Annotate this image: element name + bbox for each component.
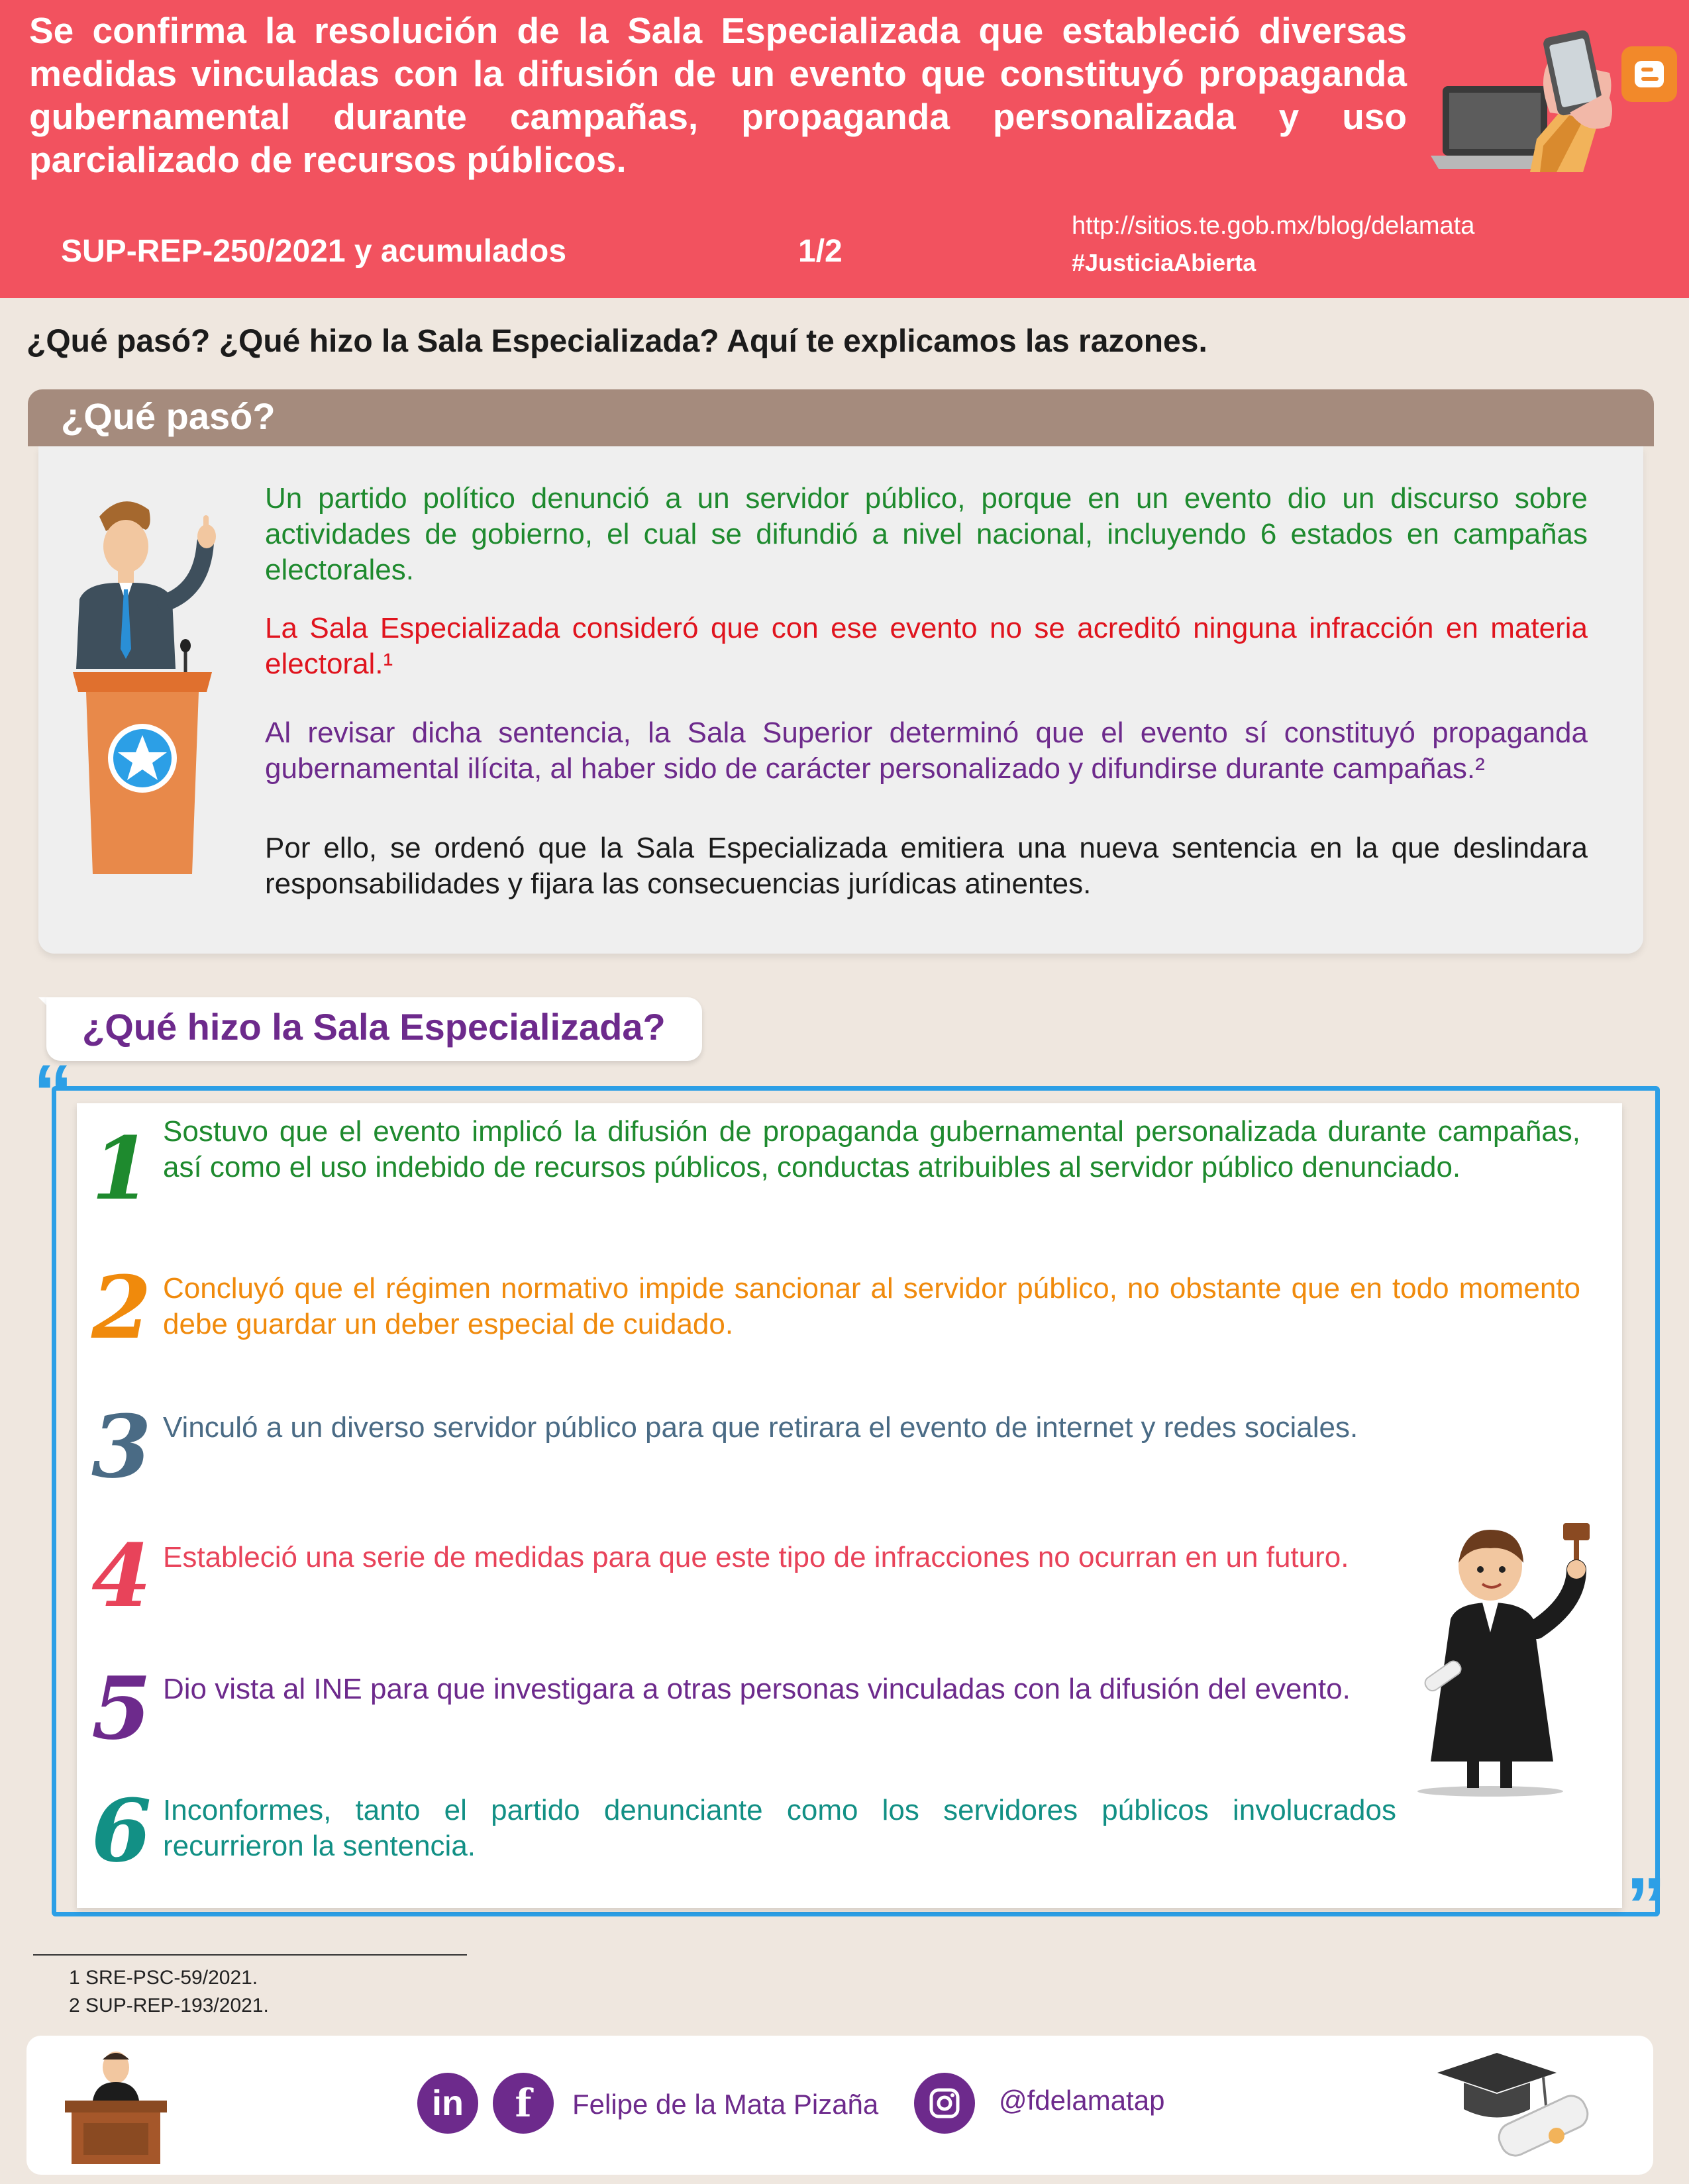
intro-line: ¿Qué pasó? ¿Qué hizo la Sala Especializada? Aquí te explicamos las razones. xyxy=(26,324,1207,359)
open-quote-icon: “ xyxy=(33,1048,73,1137)
item-text-1: Sostuvo que el evento implicó la difusión de propaganda gubernamental personalizada durante campañas, así como el uso indebido de recursos públicos, conductas atribuibles al servidor público denunciado. xyxy=(163,1115,1580,1183)
section-title-que-hizo: ¿Qué hizo la Sala Especializada? xyxy=(82,1006,666,1048)
paragraph-nueva-sentencia: Por ello, se ordenó que la Sala Especializada emitiera una nueva sentencia en la que deslindara responsabilidades y fijara las consecuencias jurídicas atinentes. xyxy=(265,832,1588,900)
footnote-1: 1 SRE-PSC-59/2021. xyxy=(69,1967,258,1989)
paragraph-denuncia: Un partido político denunció a un servidor público, porque en un evento dio un discurso sobre actividades de gobierno, el cual se difundió a nivel nacional, incluyendo 6 estados en campañas electorales. xyxy=(265,482,1588,586)
footnote-divider xyxy=(33,1954,467,1956)
judge-gavel-icon xyxy=(1411,1510,1623,1801)
paragraph-sala-especializada: La Sala Especializada consideró que con ese evento no se acreditó ninguna infracción en materia electoral.¹ xyxy=(265,612,1588,680)
item-text-6: Inconformes, tanto el partido denunciante como los servidores públicos involucrados recurrieron la sentencia. xyxy=(163,1794,1396,1862)
judge-desk-icon xyxy=(60,2041,172,2167)
section-title-que-paso: ¿Qué pasó? xyxy=(61,395,276,437)
case-number: SUP-REP-250/2021 y acumulados xyxy=(61,234,567,269)
item-number-1: 1 xyxy=(91,1118,152,1219)
page-number: 1/2 xyxy=(798,234,843,269)
smartphone-hand-icon xyxy=(1523,20,1623,139)
graduation-cap-icon xyxy=(1431,2046,1603,2165)
facebook-icon[interactable]: f xyxy=(493,2073,554,2134)
items-box xyxy=(77,1103,1622,1908)
item-number-6: 6 xyxy=(91,1780,152,1881)
instagram-icon[interactable] xyxy=(914,2073,975,2134)
close-quote-icon: ” xyxy=(1626,1861,1666,1950)
blog-link[interactable]: http://sitios.te.gob.mx/blog/delamata xyxy=(1072,212,1475,240)
item-number-3: 3 xyxy=(91,1396,152,1497)
blogger-icon[interactable] xyxy=(1621,46,1677,102)
item-text-4: Estableció una serie de medidas para que este tipo de infracciones no ocurran en un futuro. xyxy=(163,1541,1349,1573)
footnote-2: 2 SUP-REP-193/2021. xyxy=(69,1995,269,2016)
item-text-5: Dio vista al INE para que investigara a otras personas vinculadas con la difusión del evento. xyxy=(163,1673,1351,1705)
instagram-handle[interactable]: @fdelamatap xyxy=(999,2085,1165,2116)
item-text-3: Vinculó a un diverso servidor público para que retirara el evento de internet y redes sociales. xyxy=(163,1411,1358,1444)
author-name[interactable]: Felipe de la Mata Pizaña xyxy=(572,2089,879,2120)
page-title: Se confirma la resolución de la Sala Especializada que estableció diversas medidas vinculadas con la difusión de un evento que constituyó propaganda gubernamental durante campañas, propaganda personalizada y uso parcializado de recursos públicos. xyxy=(29,10,1407,180)
hashtag: #JusticiaAbierta xyxy=(1072,249,1256,276)
instagram-glyph-icon xyxy=(914,2073,975,2134)
item-number-5: 5 xyxy=(91,1658,152,1759)
item-number-4: 4 xyxy=(91,1525,152,1626)
speaker-podium-icon xyxy=(60,490,238,887)
paragraph-sala-superior: Al revisar dicha sentencia, la Sala Superior determinó que el evento sí constituyó propaganda gubernamental ilícita, al haber sido de carácter personalizado y difundirse durante campañas.² xyxy=(265,717,1588,785)
item-number-2: 2 xyxy=(91,1257,152,1358)
linkedin-icon[interactable]: in xyxy=(417,2073,478,2134)
item-text-2: Concluyó que el régimen normativo impide sancionar al servidor público, no obstante que en todo momento debe guardar un deber especial de cuidado. xyxy=(163,1272,1580,1340)
